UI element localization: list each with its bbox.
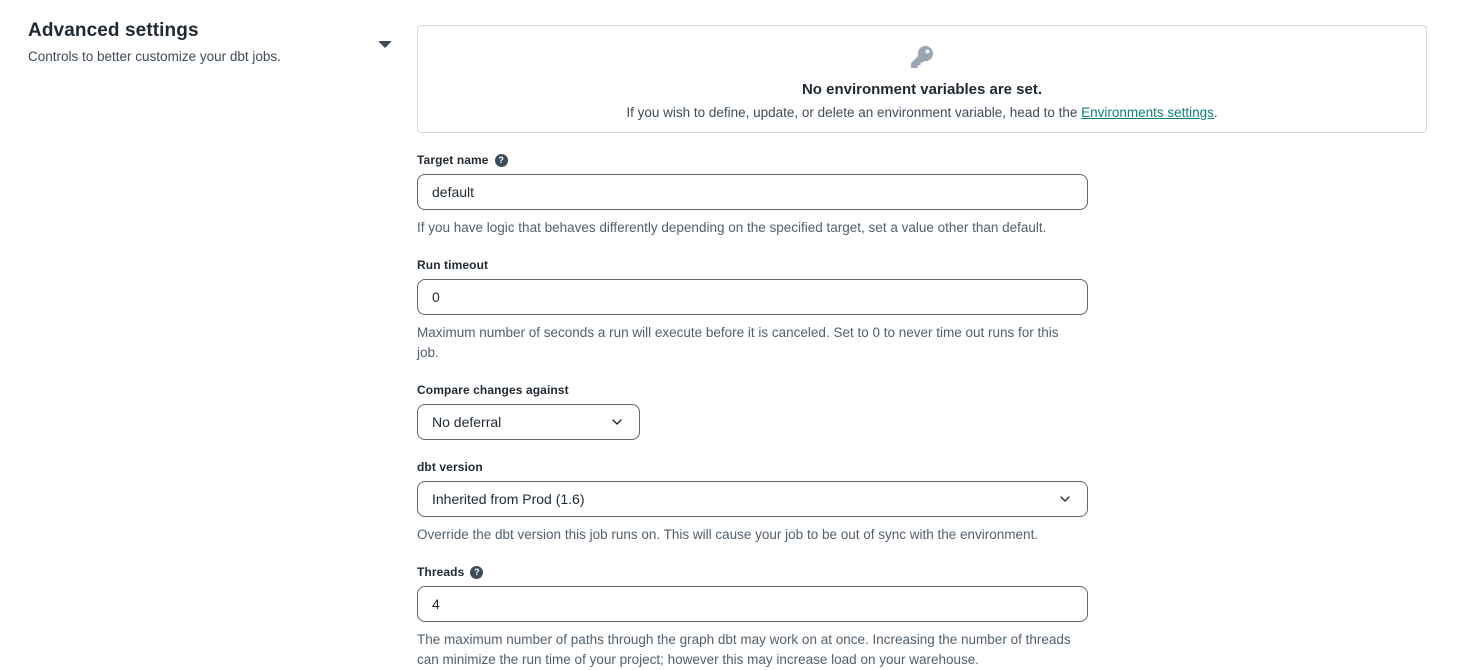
field-run-timeout	[417, 258, 1088, 363]
run-timeout-label: Run timeout	[417, 258, 489, 272]
collapse-caret-icon[interactable]	[378, 41, 392, 48]
threads-help-icon[interactable]: ?	[470, 566, 483, 579]
field-threads	[417, 565, 1088, 670]
threads-label: Threads	[417, 565, 465, 579]
compare-changes-select[interactable]	[417, 404, 640, 440]
target-name-help-icon[interactable]: ?	[495, 154, 508, 167]
section-header	[0, 0, 417, 659]
chevron-down-icon	[609, 414, 625, 430]
dbt-version-selected-value: Inherited from Prod (1.6)	[432, 491, 585, 507]
field-dbt-version	[417, 460, 1088, 545]
page-title: Advanced settings	[28, 20, 199, 41]
field-target-name	[417, 153, 1088, 238]
key-icon	[911, 46, 933, 68]
settings-form	[417, 153, 1088, 670]
env-card-body-suffix: .	[1213, 105, 1218, 120]
chevron-down-icon	[1057, 491, 1073, 507]
env-card-title: No environment variables are set.	[801, 81, 1043, 98]
dbt-version-label: dbt version	[417, 460, 483, 474]
target-name-label: Target name	[417, 153, 489, 167]
page-subtitle: Controls to better customize your dbt jobs.	[28, 49, 281, 64]
run-timeout-helper: Maximum number of seconds a run will execute before it is canceled. Set to 0 to never time out runs for this job.	[417, 325, 1059, 360]
threads-input[interactable]	[417, 586, 1088, 622]
field-compare-changes	[417, 383, 1088, 440]
compare-changes-label: Compare changes against	[417, 383, 569, 397]
env-card-body	[442, 105, 1402, 120]
dbt-version-helper: Override the dbt version this job runs on. This will cause your job to be out of sync with the environment.	[417, 527, 1039, 542]
environments-settings-link[interactable]: Environments settings	[1081, 105, 1214, 120]
run-timeout-input[interactable]	[417, 279, 1088, 315]
threads-helper: The maximum number of paths through the graph dbt may work on at once. Increasing the number of threads can minimize the run time of your project; however this may increase load on your warehouse.	[417, 632, 1071, 667]
target-name-helper: If you have logic that behaves differently depending on the specified target, set a value other than default.	[417, 220, 1047, 235]
settings-panel	[417, 0, 1458, 667]
compare-changes-selected-value: No deferral	[432, 414, 502, 430]
target-name-input[interactable]	[417, 174, 1088, 210]
env-variables-card	[417, 25, 1427, 133]
dbt-version-select[interactable]	[417, 481, 1088, 517]
env-card-body-prefix: If you wish to define, update, or delete an environment variable, head to the	[626, 105, 1082, 120]
